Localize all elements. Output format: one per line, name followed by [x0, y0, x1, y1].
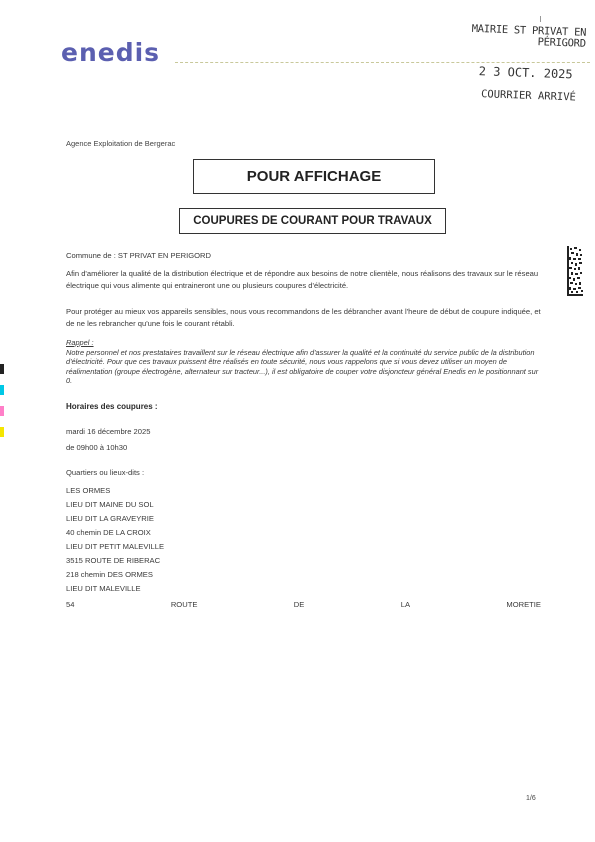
corner-mark	[540, 16, 541, 22]
print-color-marks	[0, 364, 4, 448]
horaires-title: Horaires des coupures :	[66, 402, 158, 411]
protection-paragraph: Pour protéger au mieux vos appareils sensibles, nous vous recommandons de les débrancher avant l'heure de début de coupure indiquée, et de ne les rebrancher qu'une fois le courant rétabli.	[66, 307, 541, 328]
agence-label: Agence Exploitation de Bergerac	[66, 139, 176, 148]
list-item: 3515 ROUTE DE RIBERAC	[66, 556, 161, 565]
print-mark-black	[0, 364, 4, 374]
stamp-line-1: MAIRIE ST PRIVAT EN PÉRIGORD	[471, 22, 587, 50]
list-item: LIEU DIT MAINE DU SOL	[66, 500, 154, 509]
coupure-date: mardi 16 décembre 2025	[66, 427, 151, 436]
list-item: LIEU DIT PETIT MALEVILLE	[66, 542, 165, 551]
list-item: 218 chemin DES ORMES	[66, 570, 153, 579]
rappel-title: Rappel :	[66, 338, 94, 347]
stamp-line-3: COURRIER ARRIVÉ	[480, 88, 577, 104]
print-mark-yellow	[0, 427, 4, 437]
address-word: 54	[66, 600, 75, 609]
commune-line: Commune de : ST PRIVAT EN PERIGORD	[66, 251, 212, 260]
list-item: 40 chemin DE LA CROIX	[66, 528, 151, 537]
print-mark-magenta	[0, 406, 4, 416]
intro-paragraph: Afin d'améliorer la qualité de la distribution électrique et de répondre aux besoins de notre clientèle, nous réalisons des travaux sur le réseau électrique qui vous alimente qui entraineront une ou plusieurs coupures d'électricité.	[66, 269, 539, 290]
mairie-stamp	[424, 22, 587, 103]
page-number: 1/6	[526, 795, 536, 802]
quartiers-title: Quartiers ou lieux-dits :	[66, 468, 145, 477]
stamp-date: 2 3 OCT. 2025	[478, 64, 573, 82]
address-row-justified	[66, 600, 541, 609]
list-item: LES ORMES	[66, 486, 111, 495]
rappel-block	[66, 338, 544, 386]
print-mark-cyan	[0, 385, 4, 395]
rappel-text: Notre personnel et nos prestataires travaillent sur le réseau électrique afin d'assurer la qualité et la continuité du service public de la distribution d'électricité. Pour que ces travaux puissent être réalisés en toute sécurité, nous vous rappelons que si vous devez utiliser un moyen de réalimentation (groupe électrogène, alternateur sur tracteur...), il est obligatoire de couper votre disjoncteur général Enedis en le positionnant sur 0.	[66, 347, 539, 386]
coupure-heure: de 09h00 à 10h30	[66, 443, 128, 452]
coupures-title: COUPURES DE COURANT POUR TRAVAUX	[179, 208, 446, 234]
list-item: LIEU DIT LA GRAVEYRIE	[66, 514, 154, 523]
pour-affichage-title: POUR AFFICHAGE	[193, 159, 435, 194]
address-word: ROUTE	[170, 600, 198, 609]
address-word: DE	[293, 600, 305, 609]
address-word: MORETIE	[506, 600, 541, 609]
datamatrix-code	[567, 246, 583, 296]
lieux-list	[66, 484, 164, 596]
enedis-logo: enedis	[61, 38, 161, 67]
address-word: LA	[400, 600, 411, 609]
list-item: LIEU DIT MALEVILLE	[66, 584, 141, 593]
